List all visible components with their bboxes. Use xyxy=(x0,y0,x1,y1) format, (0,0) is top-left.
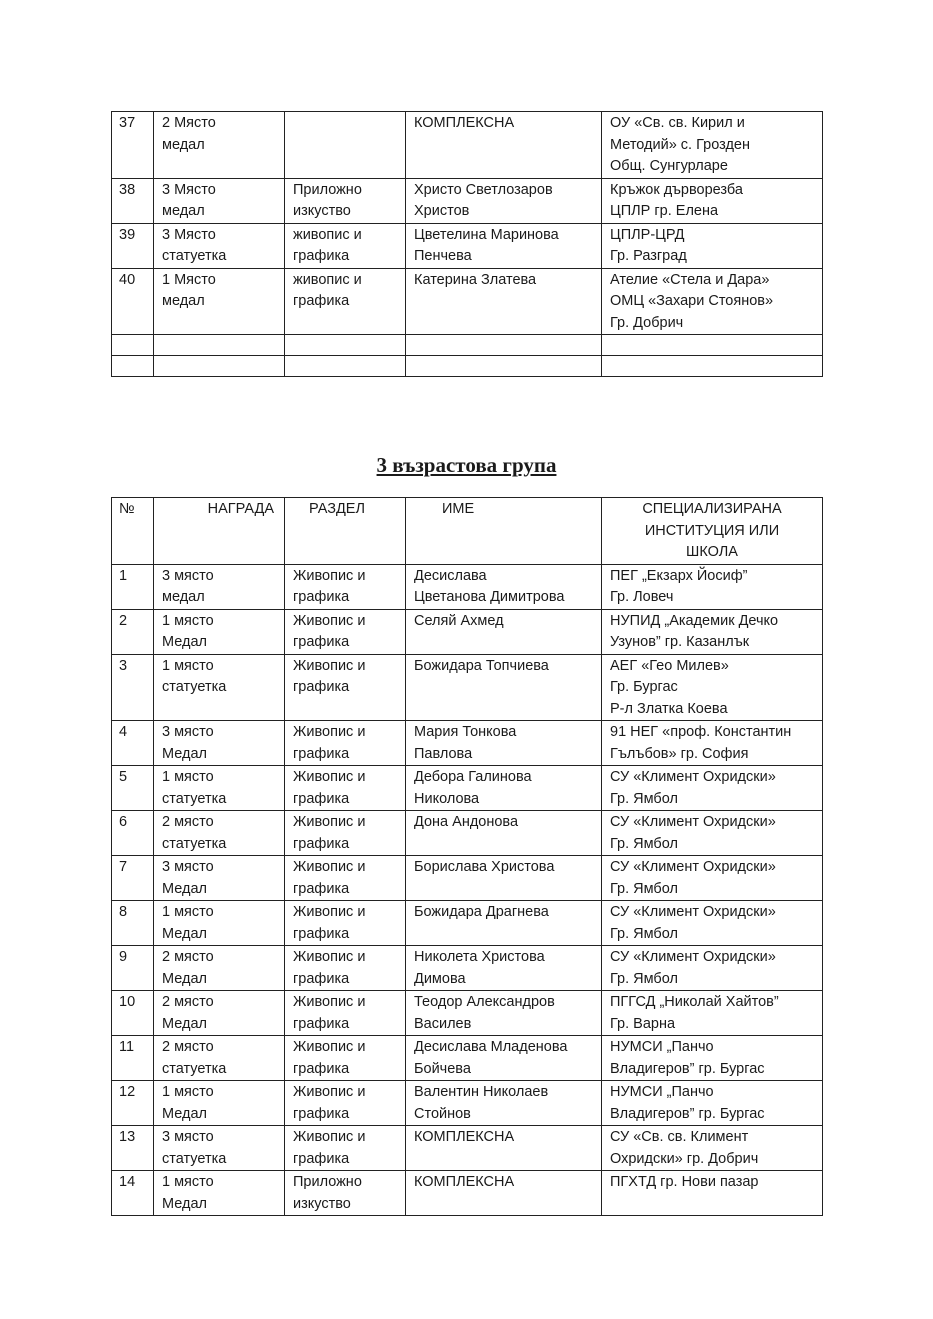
cell-number: 14 xyxy=(112,1171,154,1216)
cell-section xyxy=(285,112,406,179)
cell-number: 4 xyxy=(112,721,154,766)
cell-award: 3 Място статуетка xyxy=(154,223,285,268)
cell-award: 3 място Медал xyxy=(154,721,285,766)
table-header-row xyxy=(112,498,823,565)
cell-section: Живопис и графика xyxy=(285,1036,406,1081)
cell-institution: НУМСИ „Панчо Владигеров” гр. Бургас xyxy=(602,1081,823,1126)
cell-section: Приложно изкуство xyxy=(285,1171,406,1216)
cell-number: 11 xyxy=(112,1036,154,1081)
cell-section: Приложно изкуство xyxy=(285,178,406,223)
cell-institution xyxy=(602,335,823,356)
cell-institution: ОУ «Св. св. Кирил и Методий» с. Грозден Общ. Сунгурларе xyxy=(602,112,823,179)
cell-award: 3 място Медал xyxy=(154,856,285,901)
cell-name: КОМПЛЕКСНА xyxy=(406,112,602,179)
cell-award: 1 Място медал xyxy=(154,268,285,335)
cell-name: Николета Христова Димова xyxy=(406,946,602,991)
cell-number: 10 xyxy=(112,991,154,1036)
cell-institution: ПГХТД гр. Нови пазар xyxy=(602,1171,823,1216)
cell-name: КОМПЛЕКСНА xyxy=(406,1126,602,1171)
cell-number: 2 xyxy=(112,609,154,654)
table-row xyxy=(112,856,823,901)
cell-number: 39 xyxy=(112,223,154,268)
table-row xyxy=(112,766,823,811)
cell-name xyxy=(406,335,602,356)
cell-section: Живопис и графика xyxy=(285,766,406,811)
cell-institution: СУ «Св. св. Климент Охридски» гр. Добрич xyxy=(602,1126,823,1171)
cell-name: Селяй Ахмед xyxy=(406,609,602,654)
cell-award: 1 място статуетка xyxy=(154,766,285,811)
table-row xyxy=(112,268,823,335)
cell-name: КОМПЛЕКСНА xyxy=(406,1171,602,1216)
header-name: ИМЕ xyxy=(406,498,602,565)
cell-number xyxy=(112,335,154,356)
cell-section: Живопис и графика xyxy=(285,564,406,609)
cell-name: Мария Тонкова Павлова xyxy=(406,721,602,766)
cell-institution: Ателие «Стела и Дара» ОМЦ «Захари Стоянов» Гр. Добрич xyxy=(602,268,823,335)
cell-name: Цветелина Маринова Пенчева xyxy=(406,223,602,268)
cell-name: Теодор Александров Василев xyxy=(406,991,602,1036)
cell-institution: СУ «Климент Охридски» Гр. Ямбол xyxy=(602,811,823,856)
awards-table-continued-body xyxy=(112,112,823,377)
table-row xyxy=(112,1171,823,1216)
table-row xyxy=(112,112,823,179)
cell-number: 12 xyxy=(112,1081,154,1126)
cell-award: 2 място статуетка xyxy=(154,1036,285,1081)
cell-number xyxy=(112,356,154,377)
cell-institution: СУ «Климент Охридски» Гр. Ямбол xyxy=(602,766,823,811)
cell-name: Десислава Цветанова Димитрова xyxy=(406,564,602,609)
cell-award xyxy=(154,335,285,356)
table-row xyxy=(112,901,823,946)
header-institution: СПЕЦИАЛИЗИРАНА ИНСТИТУЦИЯ ИЛИ ШКОЛА xyxy=(602,498,823,565)
cell-name: Десислава Младенова Бойчева xyxy=(406,1036,602,1081)
cell-award: 1 място Медал xyxy=(154,1171,285,1216)
awards-table-continued xyxy=(111,111,823,377)
cell-award: 2 място статуетка xyxy=(154,811,285,856)
cell-section: Живопис и графика xyxy=(285,1081,406,1126)
cell-section: живопис и графика xyxy=(285,223,406,268)
table-row xyxy=(112,335,823,356)
cell-institution: НУМСИ „Панчо Владигеров” гр. Бургас xyxy=(602,1036,823,1081)
cell-section: Живопис и графика xyxy=(285,609,406,654)
awards-table-group-3 xyxy=(111,497,823,1216)
cell-name: Божидара Топчиева xyxy=(406,654,602,721)
age-group-heading-text: 3 възрастова група xyxy=(376,453,557,477)
table-row xyxy=(112,991,823,1036)
cell-section: Живопис и графика xyxy=(285,946,406,991)
cell-number: 38 xyxy=(112,178,154,223)
cell-award: 1 място Медал xyxy=(154,1081,285,1126)
cell-number: 9 xyxy=(112,946,154,991)
cell-section: Живопис и графика xyxy=(285,1126,406,1171)
table-row xyxy=(112,609,823,654)
cell-section: Живопис и графика xyxy=(285,721,406,766)
cell-award: 3 място медал xyxy=(154,564,285,609)
table-row xyxy=(112,1036,823,1081)
cell-name: Валентин Николаев Стойнов xyxy=(406,1081,602,1126)
cell-institution: 91 НЕГ «проф. Константин Гълъбов» гр. София xyxy=(602,721,823,766)
cell-institution: Кръжок дърворезба ЦПЛР гр. Елена xyxy=(602,178,823,223)
cell-award: 2 Място медал xyxy=(154,112,285,179)
cell-institution: ПГГСД „Николай Хайтов” Гр. Варна xyxy=(602,991,823,1036)
cell-institution: НУПИД „Академик Дечко Узунов” гр. Казанлък xyxy=(602,609,823,654)
cell-institution: СУ «Климент Охридски» Гр. Ямбол xyxy=(602,856,823,901)
table-row xyxy=(112,223,823,268)
cell-name: Христо Светлозаров Христов xyxy=(406,178,602,223)
cell-award: 3 място статуетка xyxy=(154,1126,285,1171)
cell-number: 6 xyxy=(112,811,154,856)
cell-number: 40 xyxy=(112,268,154,335)
cell-number: 1 xyxy=(112,564,154,609)
cell-name: Дебора Галинова Николова xyxy=(406,766,602,811)
table-row xyxy=(112,356,823,377)
table-row xyxy=(112,811,823,856)
table-row xyxy=(112,178,823,223)
cell-number: 5 xyxy=(112,766,154,811)
table-row xyxy=(112,1081,823,1126)
age-group-heading xyxy=(0,452,933,478)
cell-section: Живопис и графика xyxy=(285,654,406,721)
cell-award: 1 място статуетка xyxy=(154,654,285,721)
header-section: РАЗДЕЛ xyxy=(285,498,406,565)
cell-number: 13 xyxy=(112,1126,154,1171)
cell-section: Живопис и графика xyxy=(285,856,406,901)
cell-name: Божидара Драгнева xyxy=(406,901,602,946)
cell-institution: СУ «Климент Охридски» Гр. Ямбол xyxy=(602,901,823,946)
header-number: № xyxy=(112,498,154,565)
cell-section: живопис и графика xyxy=(285,268,406,335)
cell-name xyxy=(406,356,602,377)
cell-award: 1 място Медал xyxy=(154,609,285,654)
cell-number: 37 xyxy=(112,112,154,179)
cell-institution: ЦПЛР-ЦРД Гр. Разград xyxy=(602,223,823,268)
cell-name: Дона Андонова xyxy=(406,811,602,856)
header-award: НАГРАДА xyxy=(154,498,285,565)
table-row xyxy=(112,946,823,991)
awards-table-group-3-body xyxy=(112,564,823,1216)
cell-award: 3 Място медал xyxy=(154,178,285,223)
cell-name: Катерина Златева xyxy=(406,268,602,335)
cell-name: Борислава Христова xyxy=(406,856,602,901)
cell-institution: СУ «Климент Охридски» Гр. Ямбол xyxy=(602,946,823,991)
cell-institution: ПЕГ „Екзарх Йосиф” Гр. Ловеч xyxy=(602,564,823,609)
cell-number: 3 xyxy=(112,654,154,721)
cell-award: 2 място Медал xyxy=(154,946,285,991)
cell-award: 2 място Медал xyxy=(154,991,285,1036)
cell-section: Живопис и графика xyxy=(285,901,406,946)
cell-section xyxy=(285,335,406,356)
cell-section: Живопис и графика xyxy=(285,811,406,856)
table-row xyxy=(112,564,823,609)
table-row xyxy=(112,721,823,766)
cell-section xyxy=(285,356,406,377)
cell-number: 8 xyxy=(112,901,154,946)
cell-institution xyxy=(602,356,823,377)
cell-number: 7 xyxy=(112,856,154,901)
cell-institution: АЕГ «Гео Милев» Гр. Бургас Р-л Златка Коева xyxy=(602,654,823,721)
table-row xyxy=(112,654,823,721)
table-row xyxy=(112,1126,823,1171)
cell-award: 1 място Медал xyxy=(154,901,285,946)
cell-award xyxy=(154,356,285,377)
cell-section: Живопис и графика xyxy=(285,991,406,1036)
